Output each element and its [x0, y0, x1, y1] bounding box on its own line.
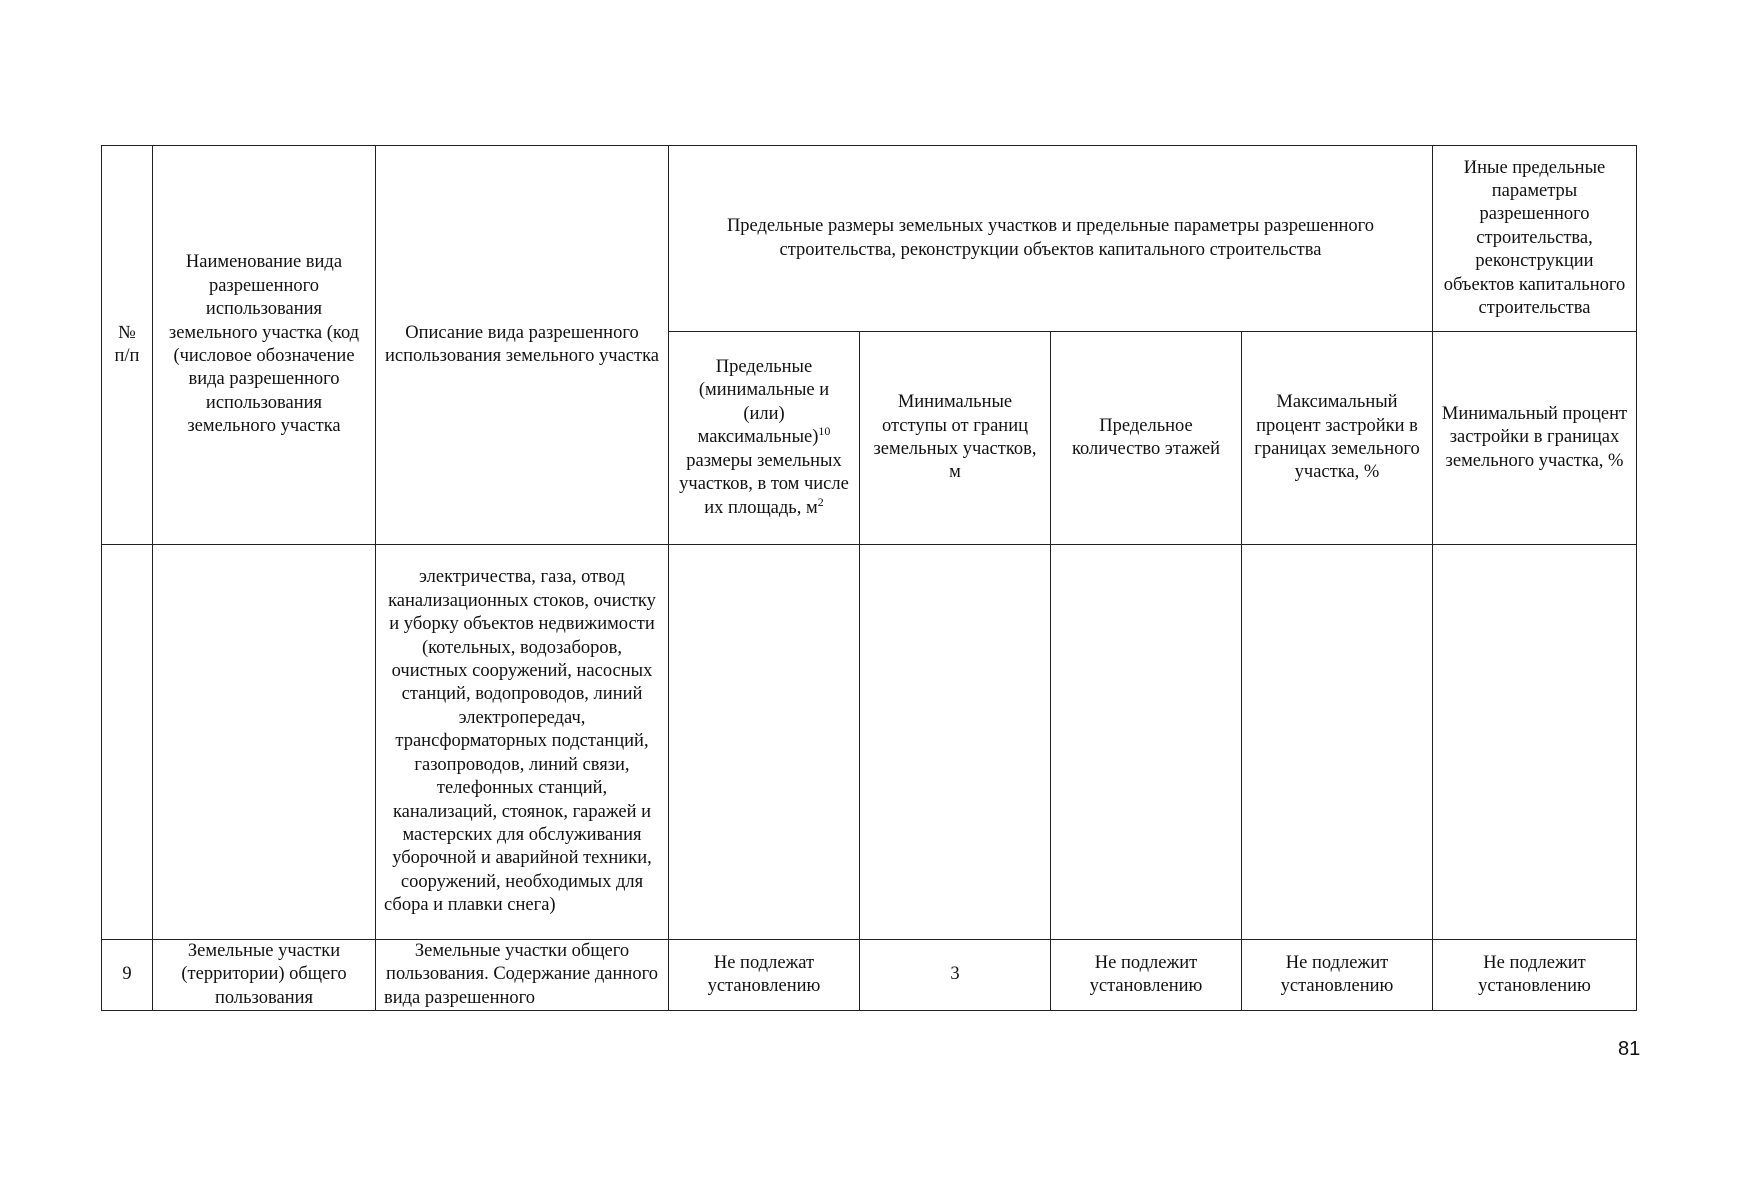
row-min-percent: Не подлежит установлению [1433, 940, 1637, 1011]
row-num [102, 545, 153, 940]
row-floors [1051, 545, 1242, 940]
row-sizes: Не подлежат установлению [669, 940, 860, 1011]
row-floors: Не подлежит установлению [1051, 940, 1242, 1011]
row-name [153, 545, 376, 940]
header-sizes [669, 332, 860, 545]
header-name: Наименование вида разрешенного использования земельного участка (код (числовое обозначение вида разрешенного использования земельного участка [153, 146, 376, 545]
header-limits-group-text: Предельные размеры земельных участков и предельные параметры разрешенного строительства, реконструкции объектов капитального строительства [726, 216, 1375, 260]
footnote-marker: 10 [818, 424, 831, 439]
header-sizes-post: размеры земельных участков, в том числе их площадь, м [679, 450, 849, 518]
row-description-text: электричества, газа, отвод канализационных стоков, очистку и уборку объектов недвижимости (котельных, водозаборов, очистных сооружений, насосных станций, водопроводов, линий электропередач, трансформаторных подстанций, газопроводов, линий связи, телефонных станций, канализаций, стоянок, гаражей и мастерских для обслуживания уборочной и аварийной техники, сооружений, необходимых для сбора и плавки снега) [384, 567, 656, 916]
row-max-percent [1242, 545, 1433, 940]
row-sizes [669, 545, 860, 940]
header-sizes-pre: Предельные (минимальные и (или) максимальные) [697, 357, 830, 448]
header-other-group: Иные предельные параметры разрешенного строительства, реконструкции объектов капитального строительства [1433, 146, 1637, 332]
header-limits-group [669, 146, 1433, 332]
row-min-percent [1433, 545, 1637, 940]
row-num: 9 [102, 940, 153, 1011]
unit-superscript: 2 [817, 494, 824, 509]
header-description: Описание вида разрешенного использования земельного участка [376, 146, 669, 545]
table-row [102, 545, 1637, 940]
row-name: Земельные участки (территории) общего пользования [153, 940, 376, 1011]
header-num: № п/п [102, 146, 153, 545]
page-number: 81 [1618, 1038, 1641, 1060]
row-description [376, 940, 669, 1011]
row-max-percent: Не подлежит установлению [1242, 940, 1433, 1011]
header-setbacks: Минимальные отступы от границ земельных участков, м [860, 332, 1051, 545]
row-setbacks [860, 545, 1051, 940]
table-row [102, 940, 1637, 1011]
header-min-percent: Минимальный процент застройки в границах земельного участка, % [1433, 332, 1637, 545]
header-max-percent: Максимальный процент застройки в границах земельного участка, % [1242, 332, 1433, 545]
row-description [376, 545, 669, 940]
zoning-table [101, 145, 1637, 1011]
header-floors: Предельное количество этажей [1051, 332, 1242, 545]
row-setbacks: 3 [860, 940, 1051, 1011]
row-description-text: Земельные участки общего пользования. Содержание данного вида разрешенного [384, 941, 658, 1008]
